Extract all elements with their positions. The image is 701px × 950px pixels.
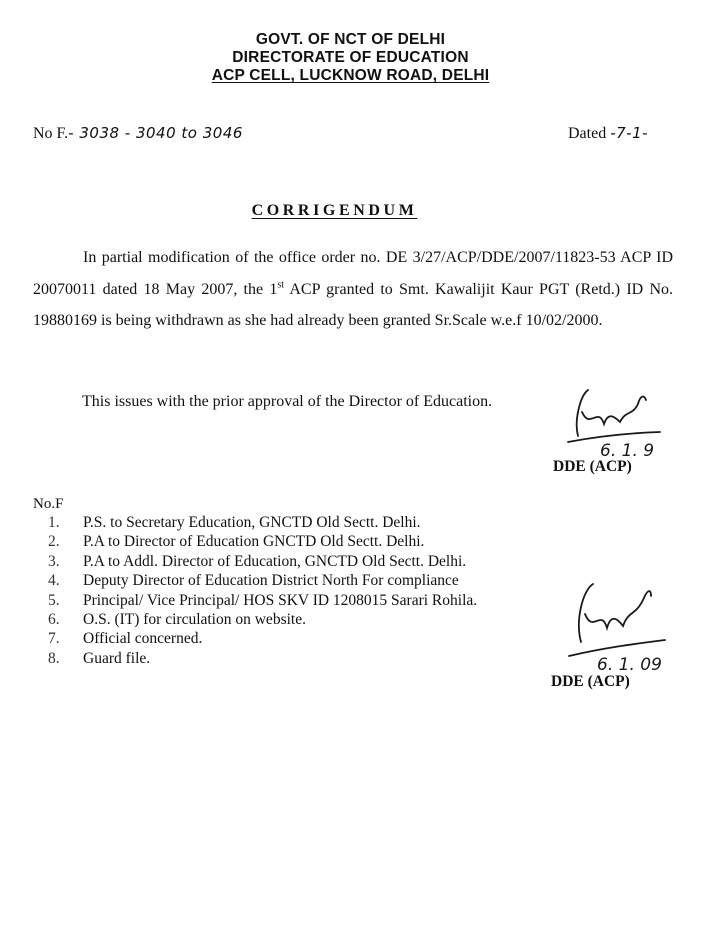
approval-statement: This issues with the prior approval of the Director of Education. [82, 393, 493, 410]
item-text: P.A to Addl. Director of Education, GNCTD Old Sectt. Delhi. [83, 552, 467, 570]
body-text-b: ACP granted to Smt. Kawalijit Kaur PGT (Retd.) ID No. 19880169 is being withdrawn as she had already been granted Sr.Scale w.e.f 10/02/2000. [33, 280, 673, 329]
item-number: 6. [48, 611, 60, 629]
copy-list-item [48, 552, 477, 571]
file-number-handwritten: - 3038 - 3040 to 3046 [68, 124, 243, 142]
signature-1-label: DDE (ACP) [553, 458, 632, 475]
copy-list-item [48, 629, 477, 648]
item-text: P.A to Director of Education GNCTD Old Sectt. Delhi. [83, 533, 425, 551]
signature-2-label: DDE (ACP) [551, 673, 630, 690]
item-text: Official concerned. [83, 630, 203, 648]
body-text-a: In partial modification of the office order no. DE 3/27/ACP/DDE/2007/11823-53 ACP ID 20070011 dated 18 May 2007, the 1 [33, 249, 673, 298]
dated-label: Dated [568, 125, 607, 142]
copy-list-heading: No.F [33, 496, 64, 512]
signature-1-date: 6. 1. 9 [600, 441, 655, 458]
copy-list-item [48, 591, 477, 610]
item-text: Principal/ Vice Principal/ HOS SKV ID 1208015 Sarari Rohila. [83, 591, 478, 609]
header-address: ACP CELL, LUCKNOW ROAD, DELHI [211, 67, 490, 84]
dated-handwritten: -7-1- [610, 124, 649, 142]
signature-1 [560, 386, 670, 458]
header-directorate: DIRECTORATE OF EDUCATION [232, 49, 469, 66]
item-number: 8. [48, 649, 60, 667]
dated [568, 124, 648, 143]
copy-list-item [48, 610, 477, 629]
item-number: 1. [48, 514, 60, 531]
item-number: 7. [48, 630, 60, 648]
item-text: P.S. to Secretary Education, GNCTD Old Sectt. Delhi. [83, 514, 421, 531]
body-paragraph [33, 242, 673, 337]
file-number-prefix: No F. [33, 125, 69, 142]
copy-list [48, 513, 477, 668]
header-govt: GOVT. OF NCT OF DELHI [255, 31, 446, 48]
item-text: Guard file. [83, 649, 151, 667]
body-sup: st [277, 279, 285, 291]
item-text: Deputy Director of Education District North For compliance [83, 572, 459, 590]
item-number: 2. [48, 533, 60, 551]
signature-2-date: 6. 1. 09 [597, 655, 662, 675]
copy-list-item [48, 532, 477, 551]
file-number [33, 124, 243, 143]
copy-list-item [48, 513, 477, 532]
copy-list-item [48, 649, 477, 668]
item-number: 4. [48, 572, 60, 590]
item-number: 3. [48, 552, 60, 570]
document-title: CORRIGENDUM [251, 202, 418, 219]
signature-2 [563, 580, 673, 675]
copy-list-item [48, 571, 477, 590]
item-text: O.S. (IT) for circulation on website. [83, 611, 306, 629]
item-number: 5. [48, 591, 60, 609]
